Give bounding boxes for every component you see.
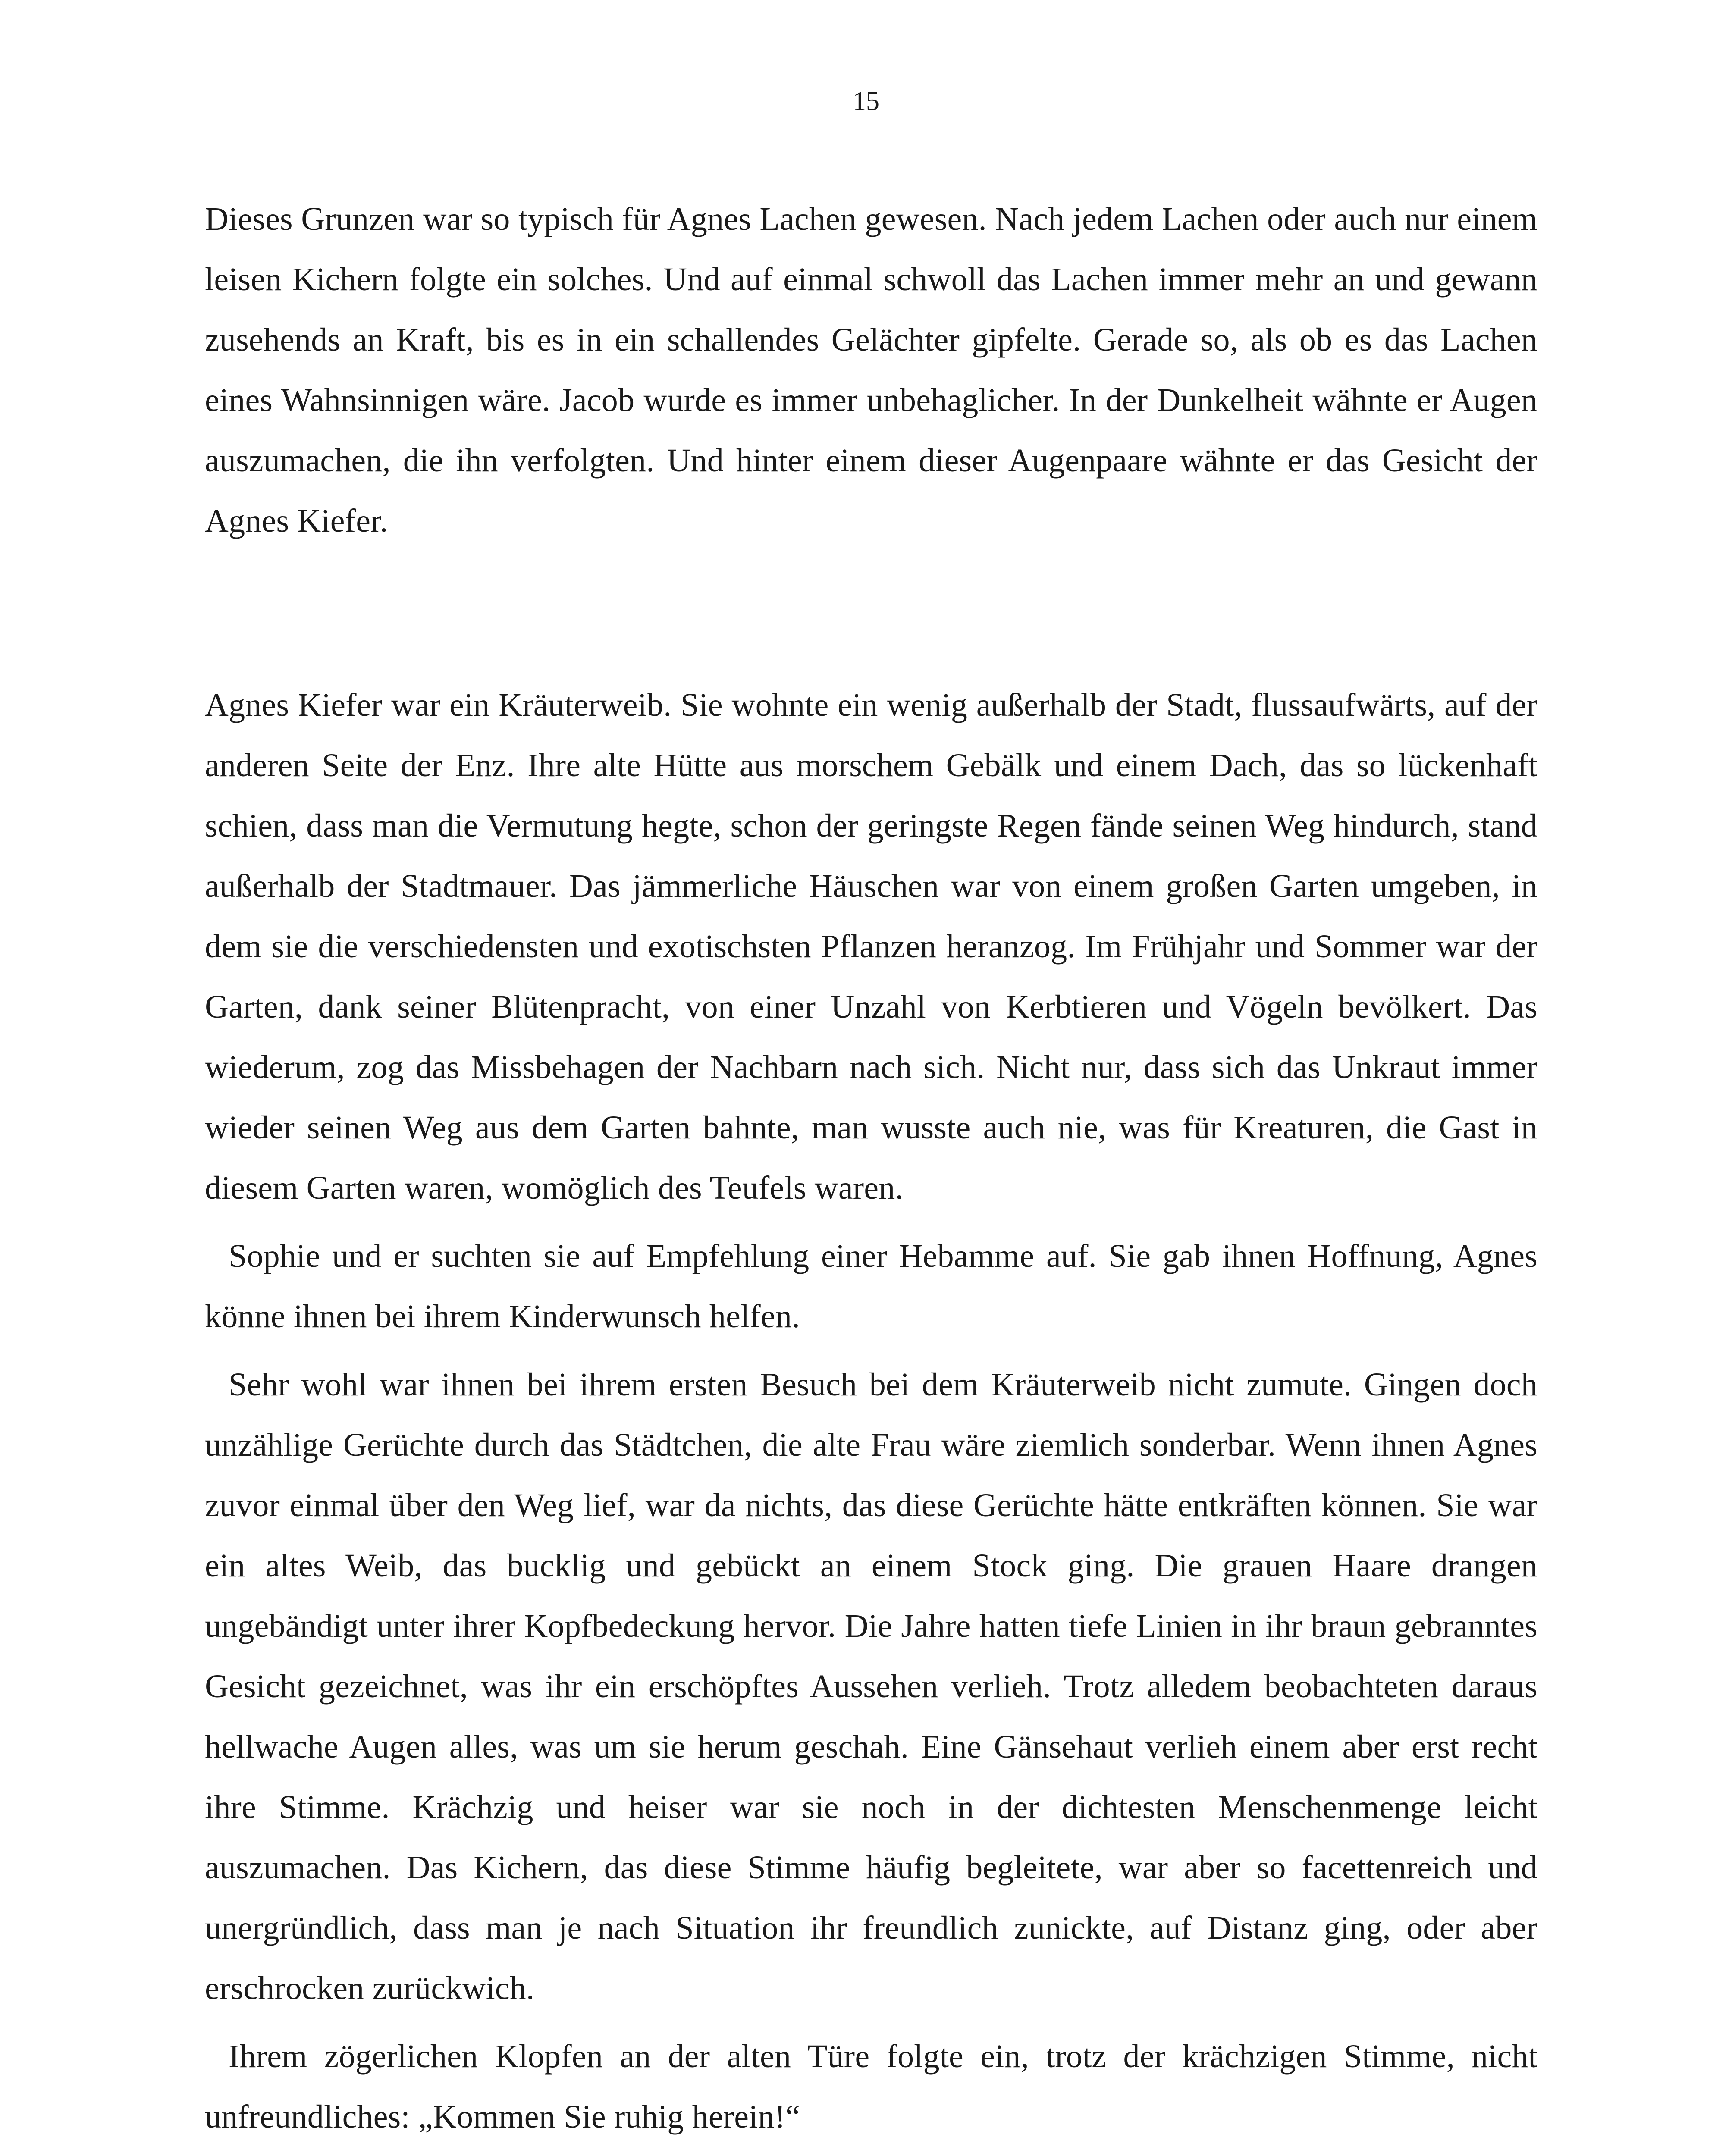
- page-number: 15: [853, 87, 879, 116]
- paragraph-5: Ihrem zögerlichen Klopfen an der alten Türe folgte ein, trotz der krächzigen Stimme, nicht unfreundliches: „Kommen Sie ruhig herein!“: [205, 2038, 1537, 2135]
- text-section-1: [205, 189, 1537, 551]
- paragraph-2: Agnes Kiefer war ein Kräuterweib. Sie wohnte ein wenig außerhalb der Stadt, flussaufwärts, auf der anderen Seite der Enz. Ihre alte Hütte aus morschem Gebälk und einem Dach, das so lückenhaft schien, dass man die Vermutung hegte, schon der geringste Regen fände seinen Weg hindurch, stand außerhalb der Stadtmauer. Das jämmerliche Häuschen war von einem großen Garten umgeben, in dem sie die verschiedensten und exotischsten Pflanzen heranzog. Im Frühjahr und Sommer war der Garten, dank seiner Blütenpracht, von einer Unzahl von Kerbtieren und Vögeln bevölkert. Das wiederum, zog das Missbehagen der Nachbarn nach sich. Nicht nur, dass sich das Unkraut immer wieder seinen Weg aus dem Garten bahnte, man wusste auch nie, was für Kreaturen, die Gast in diesem Garten waren, womöglich des Teufels waren.: [205, 687, 1537, 1206]
- paragraph-3: Sophie und er suchten sie auf Empfehlung einer Hebamme auf. Sie gab ihnen Hoffnung, Agnes könne ihnen bei ihrem Kinderwunsch helfen.: [205, 1238, 1537, 1335]
- text-section-2: [205, 675, 1537, 2156]
- paragraph-1: Dieses Grunzen war so typisch für Agnes Lachen gewesen. Nach jedem Lachen oder auch nur einem leisen Kichern folgte ein solches. Und auf einmal schwoll das Lachen immer mehr an und gewann zusehends an Kraft, bis es in ein schallendes Gelächter gipfelte. Gerade so, als ob es das Lachen eines Wahnsinnigen wäre. Jacob wurde es immer unbehaglicher. In der Dunkelheit wähnte er Augen auszumachen, die ihn verfolgten. Und hinter einem dieser Augenpaare wähnte er das Gesicht der Agnes Kiefer.: [205, 201, 1537, 539]
- paragraph-4: Sehr wohl war ihnen bei ihrem ersten Besuch bei dem Kräuterweib nicht zumute. Gingen doch unzählige Gerüchte durch das Städtchen, die alte Frau wäre ziemlich sonderbar. Wenn ihnen Agnes zuvor einmal über den Weg lief, war da nichts, das diese Gerüchte hätte entkräften können. Sie war ein altes Weib, das bucklig und gebückt an einem Stock ging. Die grauen Haare drangen ungebändigt unter ihrer Kopfbedeckung hervor. Die Jahre hatten tiefe Linien in ihr braun gebranntes Gesicht gezeichnet, was ihr ein erschöpftes Aussehen verlieh. Trotz alledem beobachteten daraus hellwache Augen alles, was um sie herum geschah. Eine Gänsehaut verlieh einem aber erst recht ihre Stimme. Krächzig und heiser war sie noch in der dichtesten Menschenmenge leicht auszumachen. Das Kichern, das diese Stimme häufig begleitete, war aber so facettenreich und unergründlich, dass man je nach Situation ihr freundlich zunickte, auf Distanz ging, oder aber erschrocken zurückwich.: [205, 1366, 1537, 2006]
